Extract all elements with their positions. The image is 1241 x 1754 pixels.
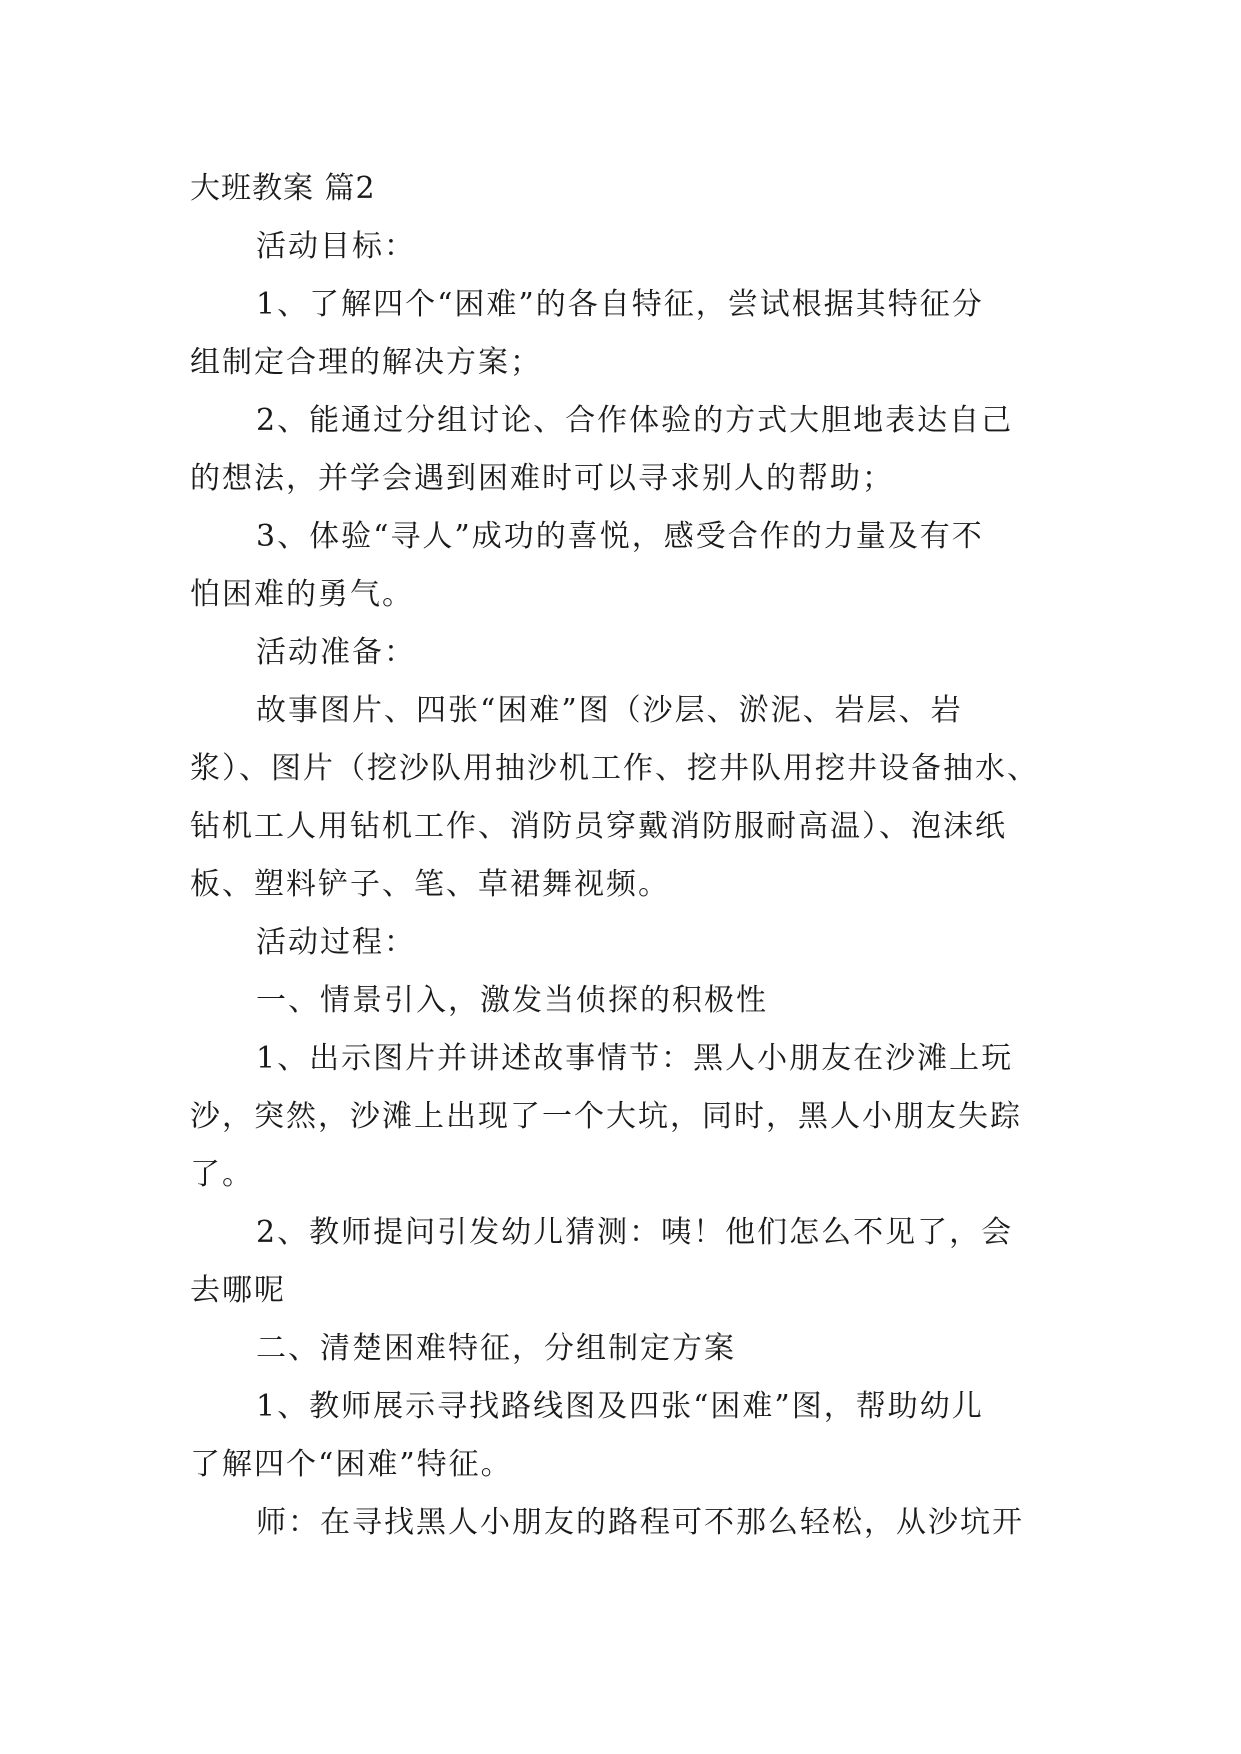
paragraph-line: 怕困难的勇气。 [190, 577, 414, 612]
paragraph-line: 的想法，并学会遇到困难时可以寻求别人的帮助； [190, 461, 894, 496]
section-heading-preparation: 活动准备： [256, 635, 416, 670]
paragraph-line: 1、出示图片并讲述故事情节：黑人小朋友在沙滩上玩 [256, 1041, 1014, 1076]
paragraph-line: 2、教师提问引发幼儿猜测：咦！他们怎么不见了，会 [256, 1215, 1014, 1250]
paragraph-line: 了。 [190, 1157, 254, 1192]
subsection-heading: 二、清楚困难特征，分组制定方案 [256, 1331, 736, 1366]
paragraph-line: 师：在寻找黑人小朋友的路程可不那么轻松，从沙坑开 [256, 1505, 1024, 1540]
section-heading-process: 活动过程： [256, 925, 416, 960]
subsection-heading: 一、情景引入，激发当侦探的积极性 [256, 983, 768, 1018]
paragraph-line: 了解四个“困难”特征。 [190, 1447, 513, 1482]
document-title: 大班教案 篇2 [190, 171, 376, 206]
paragraph-line: 浆）、图片（挖沙队用抽沙机工作、挖井队用挖井设备抽水、 [190, 751, 1039, 786]
paragraph-line: 钻机工人用钻机工作、消防员穿戴消防服耐高温）、泡沫纸 [190, 809, 1007, 844]
paragraph-line: 1、教师展示寻找路线图及四张“困难”图，帮助幼儿 [256, 1389, 984, 1424]
paragraph-line: 板、塑料铲子、笔、草裙舞视频。 [190, 867, 670, 902]
paragraph-line: 沙，突然，沙滩上出现了一个大坑，同时，黑人小朋友失踪 [190, 1099, 1022, 1134]
paragraph-line: 去哪呢 [190, 1273, 286, 1308]
paragraph-line: 组制定合理的解决方案； [190, 345, 542, 380]
section-heading-goals: 活动目标： [256, 229, 416, 264]
paragraph-line: 2、能通过分组讨论、合作体验的方式大胆地表达自己 [256, 403, 1014, 438]
paragraph-line: 3、体验“寻人”成功的喜悦，感受合作的力量及有不 [256, 519, 984, 554]
paragraph-line: 1、了解四个“困难”的各自特征，尝试根据其特征分 [256, 287, 984, 322]
paragraph-line: 故事图片、四张“困难”图（沙层、淤泥、岩层、岩 [256, 693, 963, 728]
document-body [190, 160, 1070, 1552]
